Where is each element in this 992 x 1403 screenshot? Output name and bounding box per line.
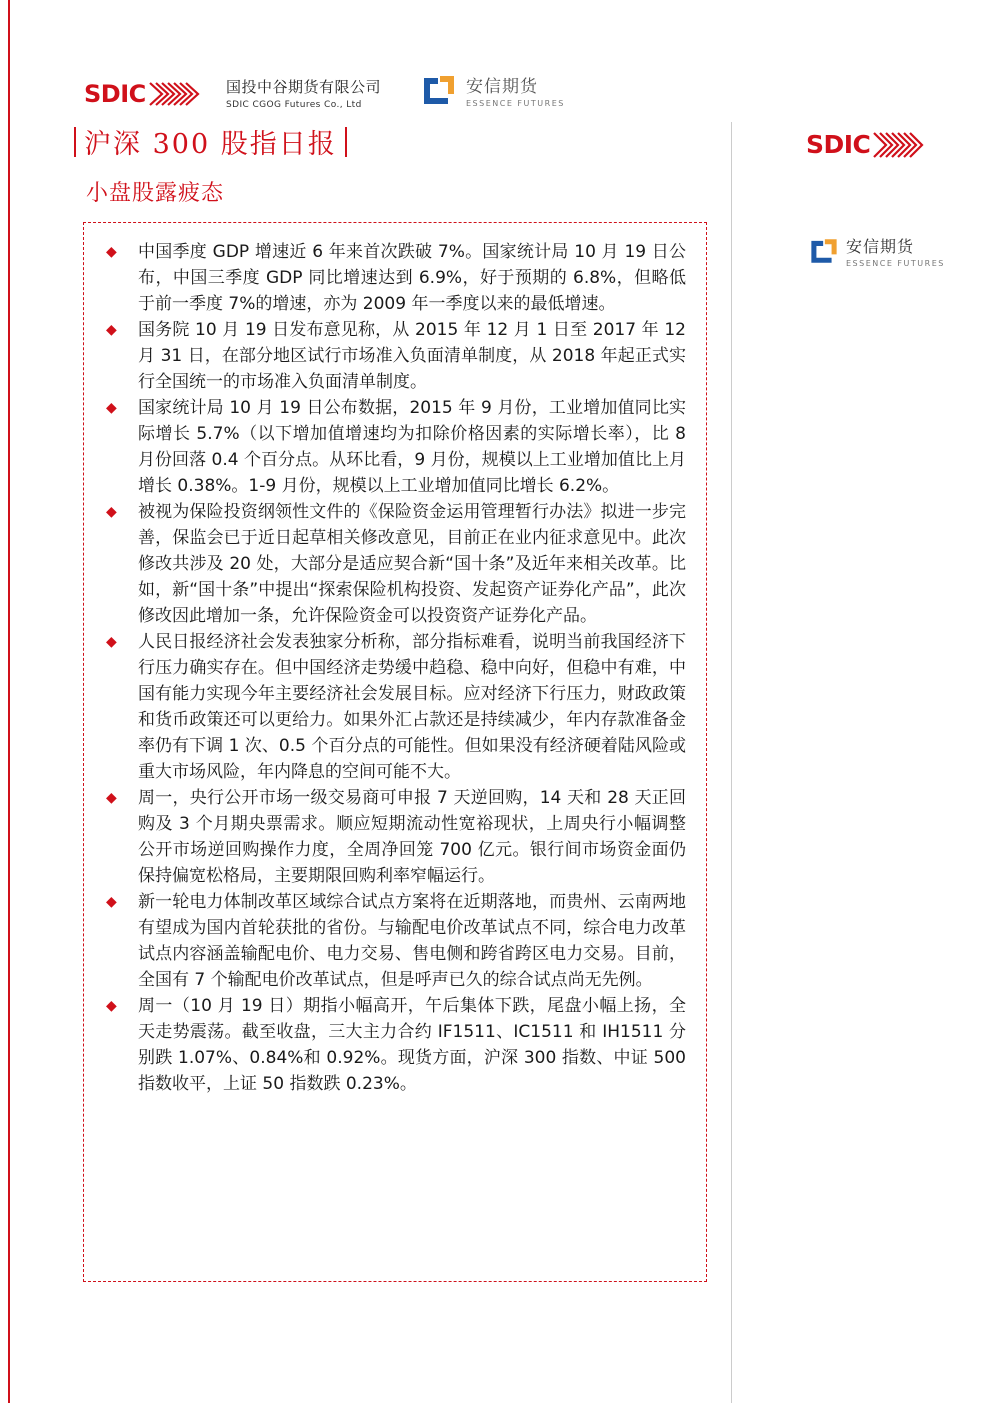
sdic-stripes-icon [148,81,204,107]
news-bullet-item [104,395,686,499]
report-title [74,122,347,161]
company-name-cn: 国投中谷期货有限公司 [226,78,382,96]
news-bullet-text: 国务院 10 月 19 日发布意见称，从 2015 年 12 月 1 日至 2017 年 12 月 31 日，在部分地区试行市场准入负面清单制度，从 2018 年起正式实行全国统一的市场准入负面清单制度。 [138,320,686,392]
sidebar-sdic-logo [806,130,930,159]
sdic-logo [84,80,204,108]
news-bullet-item [104,889,686,993]
news-bullet-list [84,223,706,1097]
company-name-en: SDIC CGOG Futures Co., Ltd [226,100,362,110]
news-bullet-item [104,499,686,629]
essence-mark-icon [420,74,458,106]
news-bullet-text: 被视为保险投资纲领性文件的《保险资金运用管理暂行办法》拟进一步完善，保监会已于近日起草相关修改意见，目前正在业内征求意见中。此次修改共涉及 20 处，大部分是适应契合新“国十条”及近年来相关改革。比如，新“国十条”中提出“探索保险机构投资、发起资产证券化产品”，此次修改因此增加一条，允许保险资金可以投资资产证券化产品。 [138,502,686,626]
news-bullet-item [104,993,686,1097]
sidebar-essence-name-en: ESSENCE FUTURES [846,259,945,268]
cgog-company-name [226,76,381,110]
headline: 小盘股露疲态 [86,181,225,206]
news-bullet-text: 国家统计局 10 月 19 日公布数据，2015 年 9 月份，工业增加值同比实际增长 5.7%（以下增加值增速均为扣除价格因素的实际增长率），比 8 月份回落 0.4 个百分点。从环比看，9 月份，规模以上工业增加值比上月增长 0.38%。1-9 月份，规模以上工业增加值同比增长 6.2%。 [138,398,686,496]
news-bullet-text: 新一轮电力体制改革区域综合试点方案将在近期落地，而贵州、云南两地有望成为国内首轮获批的省份。与输配电价改革试点不同，综合电力改革试点内容涵盖输配电价、电力交易、售电侧和跨省跨区电力交易。目前，全国有 7 个输配电价改革试点，但是呼声已久的综合试点尚无先例。 [138,892,686,990]
news-content-box [83,222,707,1282]
sidebar-sdic-logo-text: SDIC [806,130,871,159]
news-bullet-text: 周一（10 月 19 日）期指小幅高开，午后集体下跌，尾盘小幅上扬，全天走势震荡。截至收盘，三大主力合约 IF1511、IC1511 和 IH1511 分别跌 1.07%、0.84%和 0.92%。现货方面，沪深 300 指数、中证 500 指数收平，上证 50 指数跌 0.23%。 [138,996,686,1094]
news-bullet-item [104,317,686,395]
news-bullet-item [104,785,686,889]
news-bullet-item [104,239,686,317]
sidebar-sdic-stripes-icon [872,131,930,159]
report-title-text: 沪深 300 股指日报 [84,129,337,160]
diamond-bullet-icon: ◆ [106,998,117,1014]
news-bullet-text: 人民日报经济社会发表独家分析称，部分指标难看，说明当前我国经济下行压力确实存在。但中国经济走势缓中趋稳、稳中向好，但稳中有难，中国有能力实现今年主要经济社会发展目标。应对经济下行压力，财政政策和货币政策还可以更给力。如果外汇占款还是持续减少，年内存款准备金率仍有下调 1 次、0.5 个百分点的可能性。但如果没有经济硬着陆风险或重大市场风险，年内降息的空间可能不大。 [138,632,686,782]
sidebar-essence-logo [808,234,945,268]
news-bullet-text: 中国季度 GDP 增速近 6 年来首次跌破 7%。国家统计局 10 月 19 日公布，中国三季度 GDP 同比增速达到 6.9%，好于预期的 6.8%，但略低于前一季度 7%的增速，亦为 2009 年一季度以来的最低增速。 [138,242,686,314]
essence-name-cn: 安信期货 [466,77,538,97]
essence-logo [420,72,565,108]
news-bullet-text: 周一，央行公开市场一级交易商可申报 7 天逆回购，14 天和 28 天正回购及 3 个月期央票需求。顺应短期流动性宽裕现状，上周央行小幅调整公开市场逆回购操作力度，全周净回笼 700 亿元。银行间市场资金面仍保持偏宽松格局，主要期限回购利率窄幅运行。 [138,788,686,886]
diamond-bullet-icon: ◆ [106,634,117,650]
diamond-bullet-icon: ◆ [106,400,117,416]
diamond-bullet-icon: ◆ [106,244,117,260]
sidebar-divider [731,122,732,1403]
left-margin-rule [8,0,10,1403]
diamond-bullet-icon: ◆ [106,504,117,520]
diamond-bullet-icon: ◆ [106,894,117,910]
essence-name-en: ESSENCE FUTURES [466,99,565,108]
sdic-logo-text: SDIC [84,80,146,108]
diamond-bullet-icon: ◆ [106,790,117,806]
diamond-bullet-icon: ◆ [106,322,117,338]
sidebar-essence-mark-icon [808,235,840,267]
title-bar-right [345,127,347,157]
sidebar-essence-name-cn: 安信期货 [846,237,915,256]
title-bar-left [74,127,76,157]
news-bullet-item [104,629,686,785]
